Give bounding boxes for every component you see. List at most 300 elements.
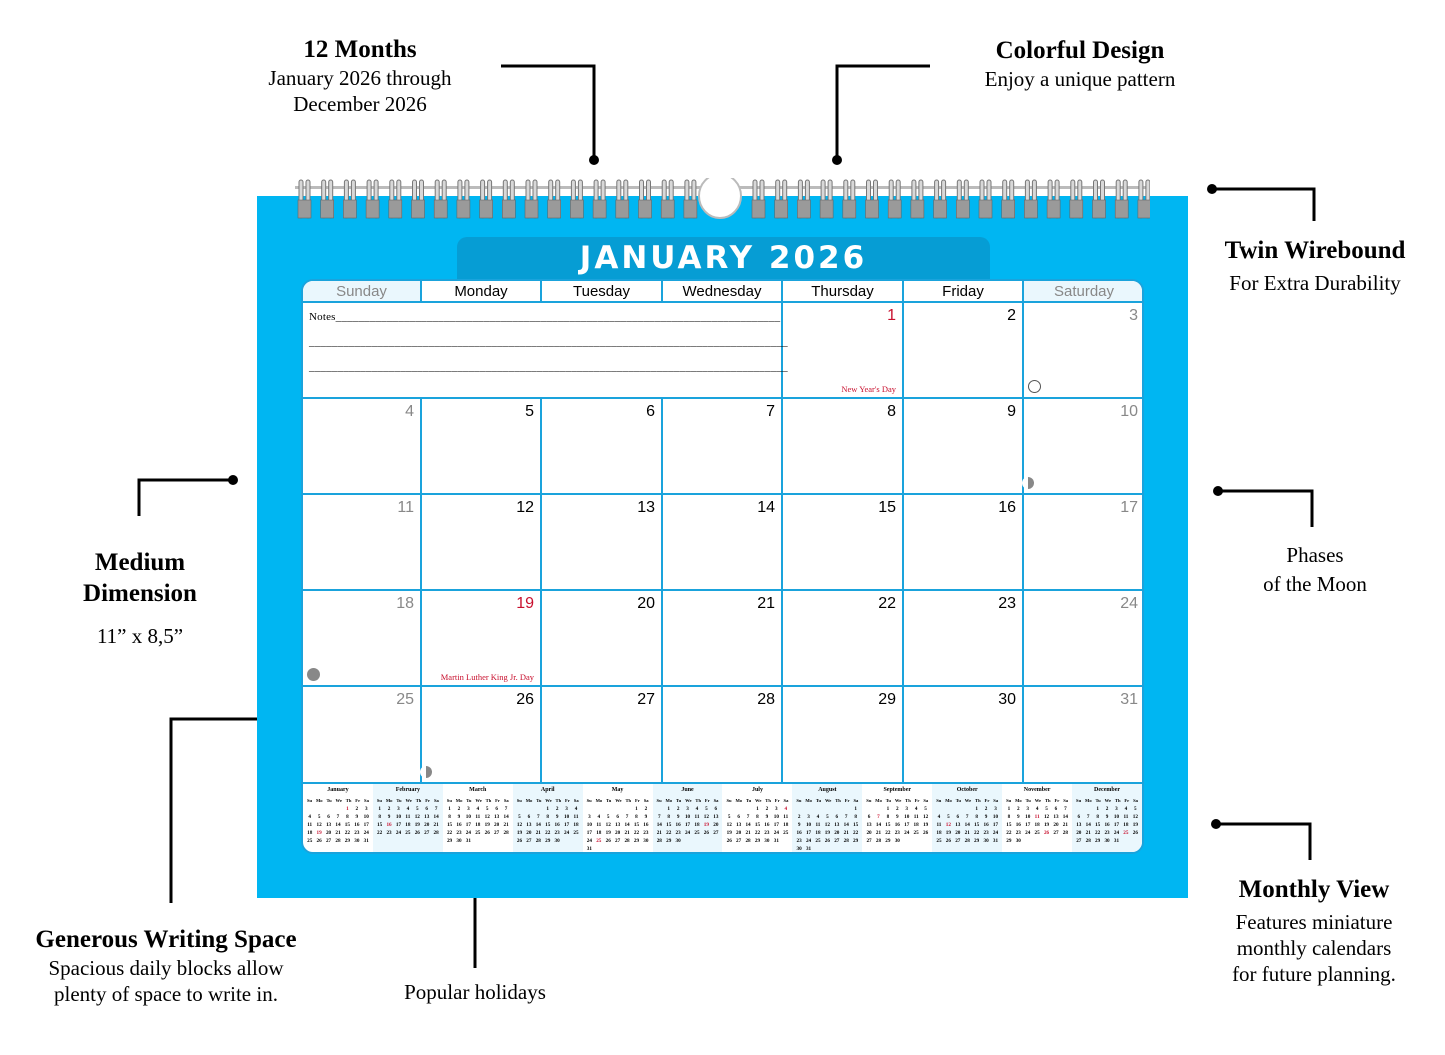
mini-date: 10 [1025, 814, 1031, 820]
mini-week [862, 813, 932, 821]
day-cell[interactable] [303, 591, 422, 687]
day-cell[interactable] [783, 303, 904, 399]
mini-date: 24 [465, 830, 471, 836]
mini-calendar [653, 784, 723, 854]
mini-date: 30 [643, 838, 649, 844]
mini-day-abbrev: We [894, 798, 902, 803]
mini-date: 4 [1124, 806, 1128, 812]
mini-day-abbrev: Tu [396, 798, 402, 803]
mini-week [373, 821, 443, 829]
mini-week [792, 821, 862, 829]
mini-date: 1 [378, 806, 381, 812]
mini-day-abbrev: We [475, 798, 482, 803]
mini-date [622, 805, 631, 813]
mini-date: 12 [316, 822, 322, 828]
mini-date: 20 [736, 830, 742, 836]
mini-date: 29 [545, 838, 551, 844]
day-number: 10 [1120, 403, 1138, 420]
callout-twin-wirebound [1190, 236, 1440, 296]
day-number: 16 [998, 499, 1016, 516]
mini-day-abbrev: Tu [536, 798, 542, 803]
mini-date: 2 [896, 806, 899, 812]
mini-month-name: January [327, 787, 349, 793]
mini-date: 23 [796, 838, 802, 844]
calendar-grid [301, 279, 1144, 854]
mini-date: 23 [554, 830, 560, 836]
mini-day-abbrev: Fr [355, 798, 361, 803]
mini-week [1072, 837, 1142, 845]
mini-date: 9 [355, 814, 359, 820]
mini-day-abbrev: Tu [606, 798, 612, 803]
mini-date: 7 [1086, 814, 1090, 820]
mini-date: 26 [605, 838, 611, 844]
mini-date: 12 [1043, 814, 1050, 820]
mini-date: 6 [956, 814, 960, 820]
mini-date: 8 [886, 814, 890, 820]
mini-date: 20 [713, 822, 719, 828]
mini-day-abbrev: Mo [805, 798, 812, 803]
mini-date: 8 [378, 814, 381, 820]
callout-popular-holidays [370, 979, 580, 1005]
mini-date [874, 805, 883, 813]
mini-date: 21 [433, 822, 439, 828]
callout-text: for future planning. [1232, 962, 1396, 986]
mini-date [524, 805, 533, 813]
mini-day-abbrev: Sa [993, 798, 999, 803]
mini-day-abbrev: Mo [525, 798, 533, 803]
day-cell[interactable] [542, 495, 663, 591]
mini-week [862, 837, 932, 845]
mini-week [1002, 837, 1072, 845]
mini-date: 22 [666, 830, 672, 836]
day-cell[interactable] [303, 399, 422, 495]
day-number: 5 [525, 403, 534, 420]
day-number: 9 [1007, 403, 1016, 420]
mini-date: 12 [703, 814, 709, 820]
mini-date [483, 837, 492, 845]
wire-loop [1047, 180, 1060, 218]
mini-date: 22 [446, 830, 453, 836]
mini-date: 21 [875, 830, 882, 836]
mini-date: 16 [1015, 822, 1021, 828]
day-cell[interactable] [1024, 687, 1144, 784]
mini-date: 2 [555, 806, 559, 812]
notes-line: ____________________________________________________________________________________ [309, 361, 788, 373]
mini-day-abbrev: Su [306, 798, 313, 803]
mini-date [813, 845, 822, 853]
mini-date: 27 [325, 838, 332, 844]
mini-date: 9 [797, 822, 801, 828]
mini-date: 20 [955, 830, 961, 836]
mini-date: 28 [843, 838, 849, 844]
mini-date: 29 [446, 838, 453, 844]
mini-date: 24 [363, 830, 369, 836]
callout-title: Medium [94, 549, 186, 576]
mini-day-abbrev: Fr [565, 798, 570, 803]
mini-week [303, 805, 373, 813]
mini-day-abbrev: Th [1114, 798, 1121, 803]
mini-date: 4 [574, 806, 578, 812]
mini-week [1002, 813, 1072, 821]
day-cell[interactable] [303, 687, 422, 784]
mini-date: 15 [1095, 822, 1101, 828]
callout-title: Dimension [83, 580, 197, 607]
mini-date [683, 837, 692, 845]
mini-week [723, 829, 793, 837]
mini-date: 1 [1007, 806, 1011, 812]
mini-date: 3 [588, 814, 591, 820]
mini-week [583, 813, 653, 821]
mini-date: 8 [448, 814, 451, 820]
day-cell[interactable] [1024, 591, 1144, 687]
day-cell[interactable] [1024, 399, 1144, 495]
mini-date: 5 [924, 806, 927, 812]
day-number: 18 [396, 595, 414, 612]
day-cell[interactable] [542, 591, 663, 687]
mini-date: 12 [1132, 814, 1138, 820]
mini-date [832, 845, 841, 853]
mini-date: 12 [516, 822, 523, 828]
day-cell[interactable] [1024, 495, 1144, 591]
mini-calendar [792, 784, 862, 854]
mini-date [842, 805, 851, 813]
mini-calendar [1072, 784, 1142, 854]
wire-loop [525, 180, 538, 218]
callout-12-months [230, 35, 490, 117]
mini-day-abbrev: Su [516, 798, 522, 803]
day-number: 20 [637, 595, 655, 612]
wire-loop [434, 180, 447, 218]
mini-date [1074, 805, 1083, 813]
mini-date: 8 [635, 814, 638, 820]
first-quarter-icon [420, 766, 432, 778]
mini-day-abbrev: Th [485, 798, 492, 803]
mini-date: 24 [773, 830, 779, 836]
mini-day-header [653, 797, 723, 805]
mini-day-abbrev: Su [586, 798, 592, 803]
mini-date: 3 [467, 806, 470, 812]
mini-date [864, 805, 873, 813]
callout-monthly-view [1200, 875, 1428, 987]
day-cell[interactable] [1024, 303, 1144, 399]
mini-date: 14 [433, 814, 439, 820]
mini-date: 25 [694, 830, 700, 836]
wire-loop [639, 180, 652, 218]
mini-day-abbrev: Fr [1054, 798, 1060, 803]
day-cell[interactable] [783, 591, 904, 687]
mini-date: 6 [714, 806, 718, 812]
mini-date [594, 845, 603, 853]
day-number: 22 [878, 595, 896, 612]
mini-date: 24 [904, 830, 910, 836]
mini-date: 3 [994, 806, 997, 812]
mini-date: 19 [824, 830, 830, 836]
mini-date: 12 [605, 822, 611, 828]
mini-date: 5 [826, 814, 829, 820]
mini-date: 10 [805, 822, 812, 828]
mini-date: 1 [667, 806, 670, 812]
mini-date: 1 [448, 806, 451, 812]
day-number: 11 [397, 499, 414, 516]
mini-date: 24 [805, 838, 812, 844]
mini-date: 23 [456, 830, 462, 836]
mini-date: 23 [386, 830, 392, 836]
mini-date [743, 805, 752, 813]
day-cell[interactable] [783, 495, 904, 591]
mini-day-header [303, 797, 373, 805]
mini-date: 3 [1115, 806, 1118, 812]
mini-day-abbrev: Su [866, 798, 872, 803]
mini-week [862, 829, 932, 837]
day-cell[interactable] [904, 591, 1024, 687]
mini-date: 29 [1095, 838, 1101, 844]
mini-date: 9 [765, 814, 769, 820]
mini-week [723, 821, 793, 829]
mini-date: 20 [866, 830, 872, 836]
mini-date: 15 [885, 822, 891, 828]
mini-date: 26 [824, 838, 830, 844]
mini-day-abbrev: Th [1044, 798, 1051, 803]
mini-date: 20 [834, 830, 840, 836]
mini-date: 14 [1085, 822, 1091, 828]
mini-date: 7 [965, 814, 969, 820]
notes-lines: Notes______________________________________________________________________________ [309, 311, 781, 323]
mini-date: 10 [684, 814, 691, 820]
notes-label: Notes [309, 311, 336, 323]
mini-week [443, 829, 513, 837]
mini-date: 11 [936, 822, 942, 828]
weekday-header: Sunday [303, 281, 422, 303]
day-cell[interactable] [904, 303, 1024, 399]
mini-date: 12 [726, 822, 732, 828]
mini-date [534, 805, 543, 813]
mini-date: 25 [913, 830, 919, 836]
mini-date: 4 [914, 806, 918, 812]
mini-date: 15 [377, 822, 383, 828]
mini-date: 9 [555, 814, 559, 820]
mini-date [851, 845, 860, 853]
mini-date: 4 [476, 806, 480, 812]
mini-date: 21 [335, 830, 341, 836]
mini-day-abbrev: Mo [455, 798, 463, 803]
mini-date: 26 [1132, 830, 1138, 836]
mini-week [932, 829, 1002, 837]
mini-date: 31 [465, 838, 471, 844]
mini-date: 11 [475, 814, 481, 820]
mini-date: 23 [983, 830, 989, 836]
day-cell[interactable] [663, 495, 783, 591]
mini-day-abbrev: We [615, 798, 622, 803]
mini-date: 13 [834, 822, 840, 828]
mini-date [1042, 837, 1051, 845]
mini-date: 17 [805, 830, 812, 836]
mini-date: 5 [317, 814, 321, 820]
mini-day-abbrev: Th [975, 798, 981, 803]
day-cell[interactable] [783, 687, 904, 784]
callout-title: 12 Months [303, 36, 417, 63]
mini-date: 11 [694, 814, 700, 820]
mini-date: 7 [434, 806, 438, 812]
mini-date: 16 [983, 822, 989, 828]
mini-date: 26 [484, 830, 490, 836]
mini-date: 21 [964, 830, 970, 836]
mini-date: 25 [783, 830, 789, 836]
day-cell[interactable] [663, 687, 783, 784]
mini-date: 11 [815, 822, 821, 828]
wire-loop [480, 180, 493, 218]
mini-date: 31 [363, 838, 369, 844]
wire-loop [820, 180, 833, 218]
mini-date: 15 [545, 822, 551, 828]
mini-date: 14 [1062, 814, 1068, 820]
day-number: 19 [516, 595, 534, 612]
mini-date: 10 [395, 814, 402, 820]
day-cell[interactable] [422, 495, 542, 591]
mini-date: 19 [316, 830, 322, 836]
mini-date: 17 [773, 822, 779, 828]
mini-date: 24 [395, 830, 402, 836]
day-cell[interactable] [904, 399, 1024, 495]
day-cell[interactable] [783, 399, 904, 495]
mini-date: 27 [713, 830, 719, 836]
callout-title: Generous Writing Space [35, 926, 297, 953]
mini-date: 9 [387, 814, 391, 820]
mini-date: 1 [854, 806, 857, 812]
mini-date: 15 [633, 822, 640, 828]
mini-date [594, 805, 603, 813]
mini-date: 20 [325, 830, 332, 836]
mini-date: 14 [535, 822, 541, 828]
day-number: 1 [887, 307, 896, 324]
mini-date: 12 [414, 814, 420, 820]
mini-date: 24 [992, 830, 999, 836]
mini-date [813, 805, 822, 813]
mini-week [583, 805, 653, 813]
mini-date: 29 [974, 838, 980, 844]
day-cell[interactable] [422, 591, 542, 687]
day-cell[interactable] [422, 399, 542, 495]
mini-date [934, 805, 943, 813]
mini-date: 17 [1025, 822, 1031, 828]
mini-date: 31 [805, 846, 812, 852]
mini-date: 15 [446, 822, 453, 828]
mini-date: 4 [937, 814, 941, 820]
day-cell[interactable] [663, 591, 783, 687]
day-cell[interactable] [542, 687, 663, 784]
callout-text: of the Moon [1263, 572, 1367, 596]
mini-week [723, 813, 793, 821]
mini-date: 17 [684, 822, 691, 828]
day-cell[interactable] [663, 399, 783, 495]
wire-loop [1002, 180, 1015, 218]
mini-date [515, 805, 524, 813]
mini-date [725, 805, 734, 813]
mini-date: 18 [573, 822, 579, 828]
day-cell[interactable] [542, 399, 663, 495]
mini-date: 21 [624, 830, 630, 836]
mini-date [324, 805, 333, 813]
wire-loop [570, 180, 583, 218]
mini-day-abbrev: Su [376, 798, 382, 803]
day-cell[interactable] [422, 687, 542, 784]
mini-date: 30 [554, 838, 560, 844]
mini-date [1121, 837, 1130, 845]
mini-date [1023, 837, 1032, 845]
day-cell[interactable] [904, 495, 1024, 591]
day-cell[interactable] [904, 687, 1024, 784]
mini-date: 20 [615, 830, 621, 836]
mini-date: 5 [606, 814, 610, 820]
mini-date: 6 [835, 814, 839, 820]
day-number: 6 [646, 403, 655, 420]
mini-date: 25 [307, 838, 313, 844]
mini-date: 17 [904, 822, 910, 828]
mini-week [1072, 805, 1142, 813]
day-number: 4 [405, 403, 414, 420]
wire-loop [684, 180, 697, 218]
mini-date: 30 [675, 838, 681, 844]
mini-date: 21 [503, 822, 509, 828]
mini-date: 5 [416, 806, 419, 812]
day-number: 15 [878, 499, 896, 516]
day-number: 30 [998, 691, 1016, 708]
mini-week [583, 829, 653, 837]
mini-day-abbrev: Tu [326, 798, 332, 803]
mini-date: 17 [1113, 822, 1120, 828]
mini-week [513, 837, 583, 845]
mini-date: 25 [815, 838, 821, 844]
mini-day-abbrev: We [1034, 798, 1042, 803]
mini-day-abbrev: Su [1006, 798, 1012, 803]
wire-loop [593, 180, 606, 218]
mini-date: 19 [726, 830, 732, 836]
day-number: 7 [766, 403, 775, 420]
mini-date: 29 [853, 838, 859, 844]
mini-day-abbrev: Sa [713, 798, 719, 803]
holiday-label: New Year's Day [841, 384, 896, 394]
mini-date: 20 [494, 822, 500, 828]
mini-week [932, 837, 1002, 845]
mini-day-abbrev: Su [1076, 798, 1082, 803]
mini-date: 11 [783, 814, 789, 820]
mini-date: 13 [424, 814, 430, 820]
mini-date: 13 [1053, 814, 1059, 820]
mini-date: 13 [736, 822, 742, 828]
callout-text: Features miniature [1235, 910, 1393, 934]
mini-date: 24 [1025, 830, 1031, 836]
mini-day-abbrev: Tu [815, 798, 822, 803]
mini-date: 26 [414, 830, 420, 836]
mini-date [794, 805, 803, 813]
mini-calendar [443, 784, 513, 854]
mini-day-header [373, 797, 443, 805]
mini-date [1051, 837, 1060, 845]
mini-date [305, 805, 314, 813]
mini-date: 11 [1034, 814, 1040, 820]
mini-date [655, 805, 664, 813]
mini-calendar-strip [303, 784, 1142, 854]
holiday-label: Martin Luther King Jr. Day [440, 672, 534, 682]
mini-date [622, 845, 631, 853]
wire-loop [1138, 180, 1150, 218]
mini-day-abbrev: We [824, 798, 832, 803]
mini-date: 18 [913, 822, 919, 828]
mini-day-abbrev: Tu [745, 798, 752, 803]
mini-date: 29 [666, 838, 672, 844]
notes-area[interactable] [303, 303, 788, 399]
mini-date [333, 805, 342, 813]
day-cell[interactable] [303, 495, 422, 591]
